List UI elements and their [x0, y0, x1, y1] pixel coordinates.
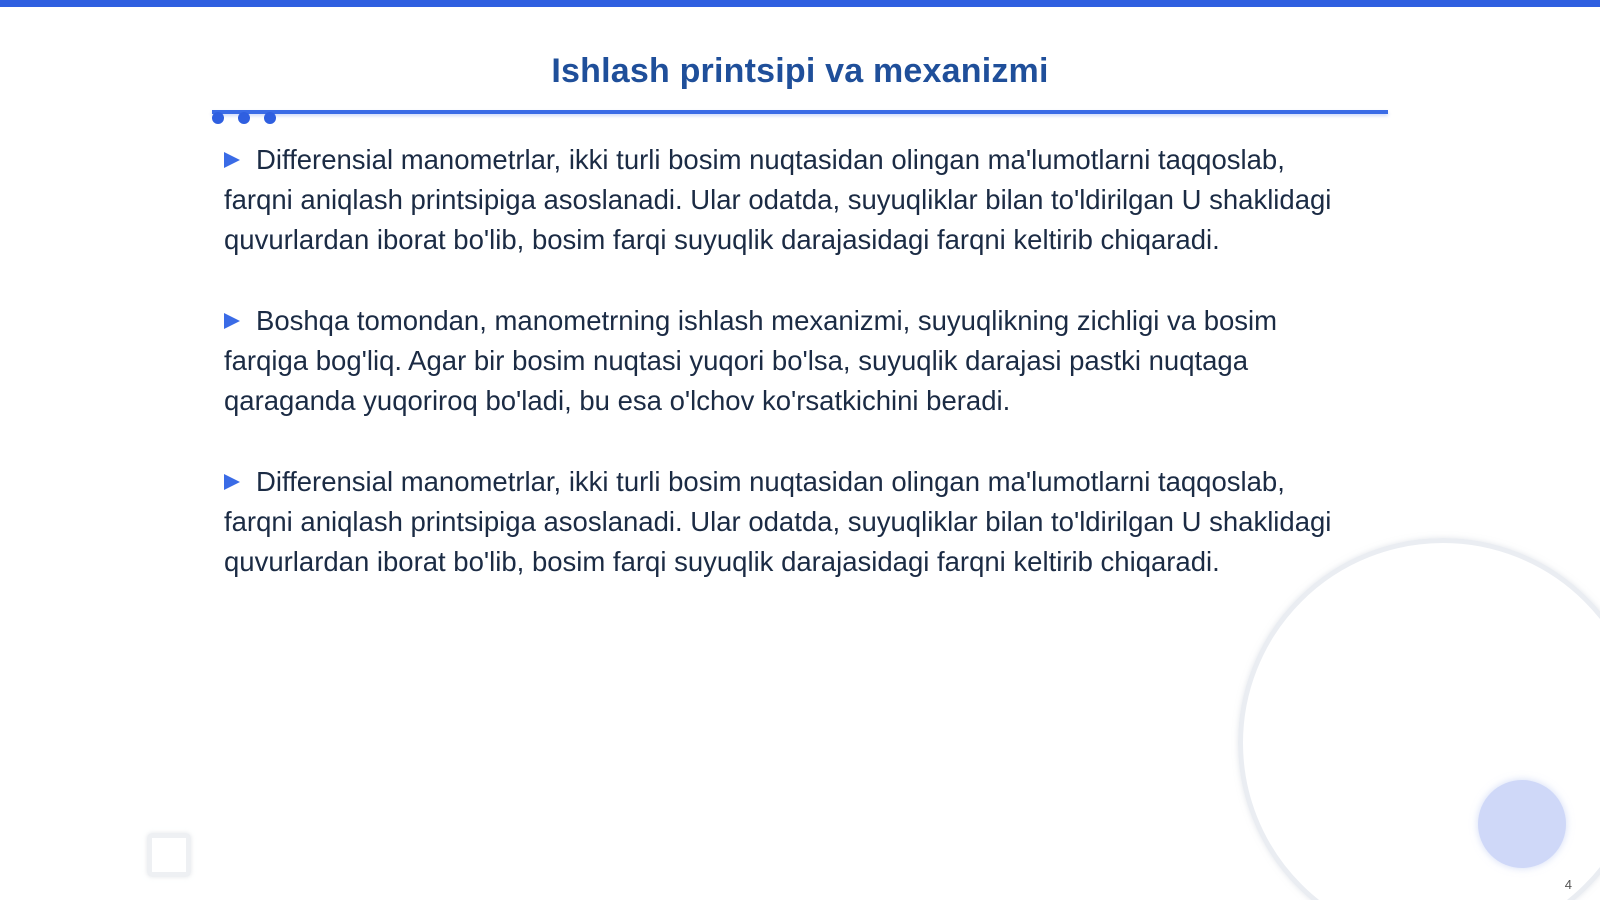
- bullet-paragraph: [224, 140, 1354, 260]
- decorative-dot: [264, 112, 276, 124]
- bullet-paragraph: [224, 462, 1354, 582]
- triangle-right-icon: [224, 474, 240, 490]
- bullet-text: Boshqa tomondan, manometrning ishlash mexanizmi, suyuqlikning zichligi va bosim farqiga bog'liq. Agar bir bosim nuqtasi yuqori bo'lsa, suyuqlik darajasi pastki nuqtaga qaraganda yuqoriroq bo'ladi, bu esa o'lchov ko'rsatkichini beradi.: [224, 305, 1278, 416]
- title-underline: [212, 110, 1388, 114]
- decorative-dot: [238, 112, 250, 124]
- decorative-dot: [212, 112, 224, 124]
- decorative-circle: [1478, 780, 1566, 868]
- triangle-right-icon: [224, 152, 240, 168]
- bullet-paragraph: [224, 301, 1354, 421]
- bullet-text: Differensial manometrlar, ikki turli bosim nuqtasidan olingan ma'lumotlarni taqqoslab, farqni aniqlash printsipiga asoslanadi. Ular odatda, suyuqliklar bilan to'ldirilgan U shaklidagi quvurlardan iborat bo'lib, bosim farqi suyuqlik darajasidagi farqni keltirib chiqaradi.: [224, 144, 1332, 255]
- page-number: 4: [1564, 877, 1572, 892]
- slide-title: Ishlash printsipi va mexanizmi: [551, 52, 1049, 90]
- top-accent-bar: [0, 0, 1600, 7]
- decorative-square: [147, 833, 191, 877]
- triangle-right-icon: [224, 313, 240, 329]
- bullet-text: Differensial manometrlar, ikki turli bosim nuqtasidan olingan ma'lumotlarni taqqoslab, farqni aniqlash printsipiga asoslanadi. Ular odatda, suyuqliklar bilan to'ldirilgan U shaklidagi quvurlardan iborat bo'lib, bosim farqi suyuqlik darajasidagi farqni keltirib chiqaradi.: [224, 466, 1332, 577]
- bullet-list: [224, 140, 1354, 623]
